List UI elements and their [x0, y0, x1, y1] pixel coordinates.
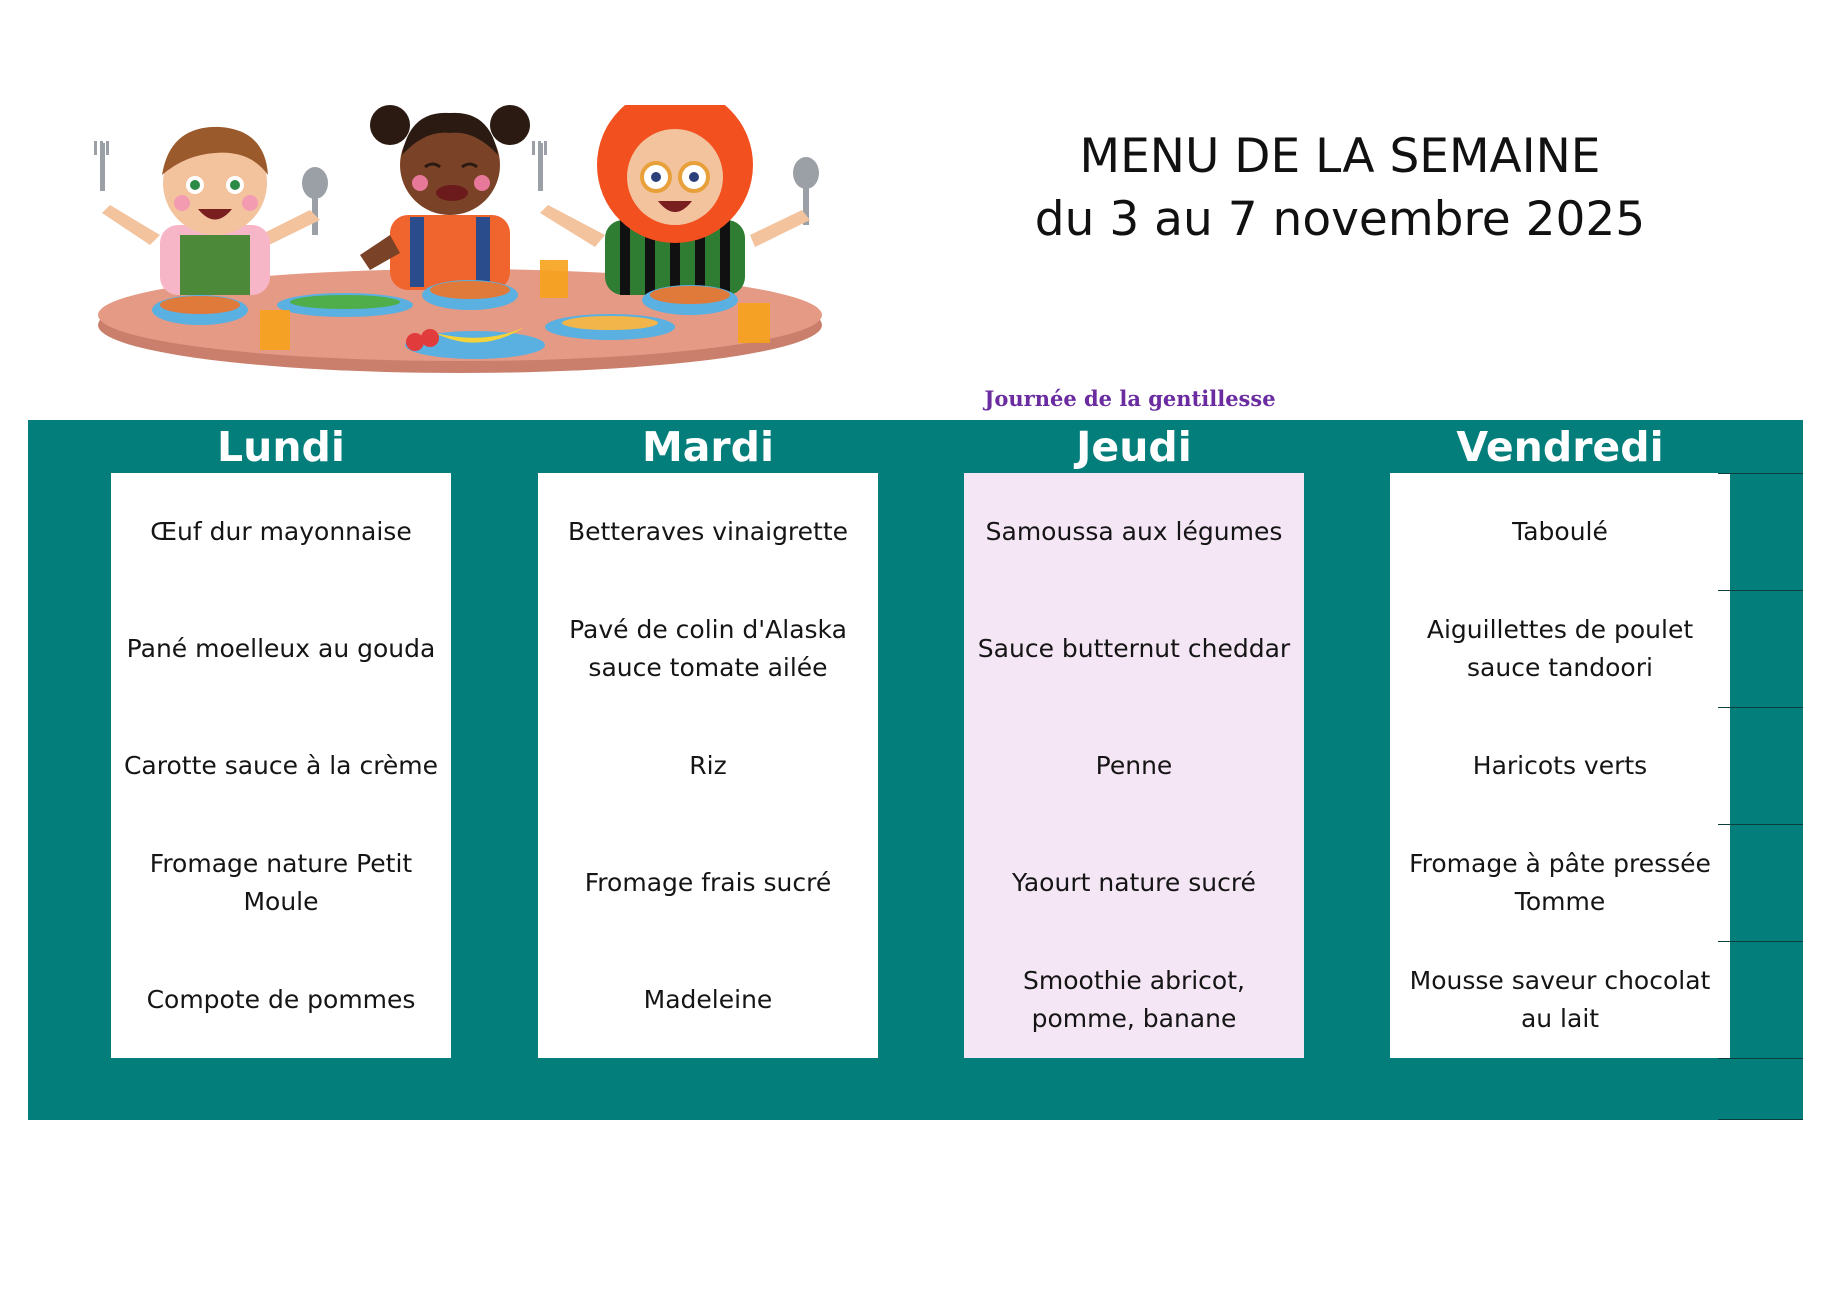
- row-divider: [1718, 1058, 1803, 1059]
- day-header-mardi: Mardi: [641, 423, 775, 471]
- menu-item-main: Aiguillettes de poulet sauce tandoori: [1426, 614, 1694, 682]
- menu-item-starter: Samoussa aux légumes: [985, 516, 1283, 546]
- menu-item-dairy: Fromage à pâte pressée Tomme: [1409, 848, 1711, 916]
- menu-item-dessert: Smoothie abricot, pomme, banane: [1023, 965, 1245, 1033]
- kid-right-figure: [532, 105, 819, 295]
- menu-item-side: Riz: [689, 750, 727, 780]
- menu-item-main: Pavé de colin d'Alaska sauce tomate ailée: [569, 614, 847, 682]
- menu-item-dessert: Mousse saveur chocolat au lait: [1409, 965, 1711, 1033]
- menu-item-side: Haricots verts: [1472, 750, 1648, 780]
- menu-item-side: Carotte sauce à la crème: [123, 750, 439, 780]
- menu-item-main: Sauce butternut cheddar: [977, 633, 1291, 663]
- day-header-lundi: Lundi: [217, 423, 345, 471]
- menu-item-side: Penne: [1095, 750, 1173, 780]
- special-day-label: Journée de la gentillesse: [984, 386, 1276, 411]
- day-column-jeudi: [964, 473, 1304, 1058]
- menu-item-starter: Œuf dur mayonnaise: [150, 516, 412, 546]
- kid-left-figure: [94, 127, 328, 295]
- day-header-jeudi: Jeudi: [1076, 423, 1192, 471]
- row-divider: [1718, 824, 1803, 825]
- kid-middle-figure: [360, 105, 530, 290]
- day-column-vendredi: [1390, 473, 1730, 1058]
- row-divider: [1718, 941, 1803, 942]
- day-column-lundi: [111, 473, 451, 1058]
- title-line-2: du 3 au 7 novembre 2025: [1034, 192, 1646, 247]
- menu-item-dessert: Madeleine: [643, 984, 773, 1014]
- day-header-vendredi: Vendredi: [1456, 423, 1664, 471]
- row-divider: [1718, 707, 1803, 708]
- children-eating-illustration: [90, 105, 830, 395]
- row-divider: [1718, 473, 1803, 474]
- menu-item-main: Pané moelleux au gouda: [126, 633, 436, 663]
- day-column-mardi: [538, 473, 878, 1058]
- title-line-1: MENU DE LA SEMAINE: [1079, 129, 1601, 184]
- menu-item-dairy: Fromage frais sucré: [584, 867, 832, 897]
- menu-item-dessert: Compote de pommes: [146, 984, 416, 1014]
- menu-board: [28, 420, 1803, 1120]
- menu-item-dairy: Yaourt nature sucré: [1012, 867, 1256, 897]
- menu-item-dairy: Fromage nature Petit Moule: [149, 848, 413, 916]
- menu-item-starter: Betteraves vinaigrette: [567, 516, 849, 546]
- row-divider: [1718, 590, 1803, 591]
- menu-item-starter: Taboulé: [1512, 516, 1608, 546]
- menu-title: [980, 125, 1700, 251]
- row-divider: [1718, 1119, 1803, 1120]
